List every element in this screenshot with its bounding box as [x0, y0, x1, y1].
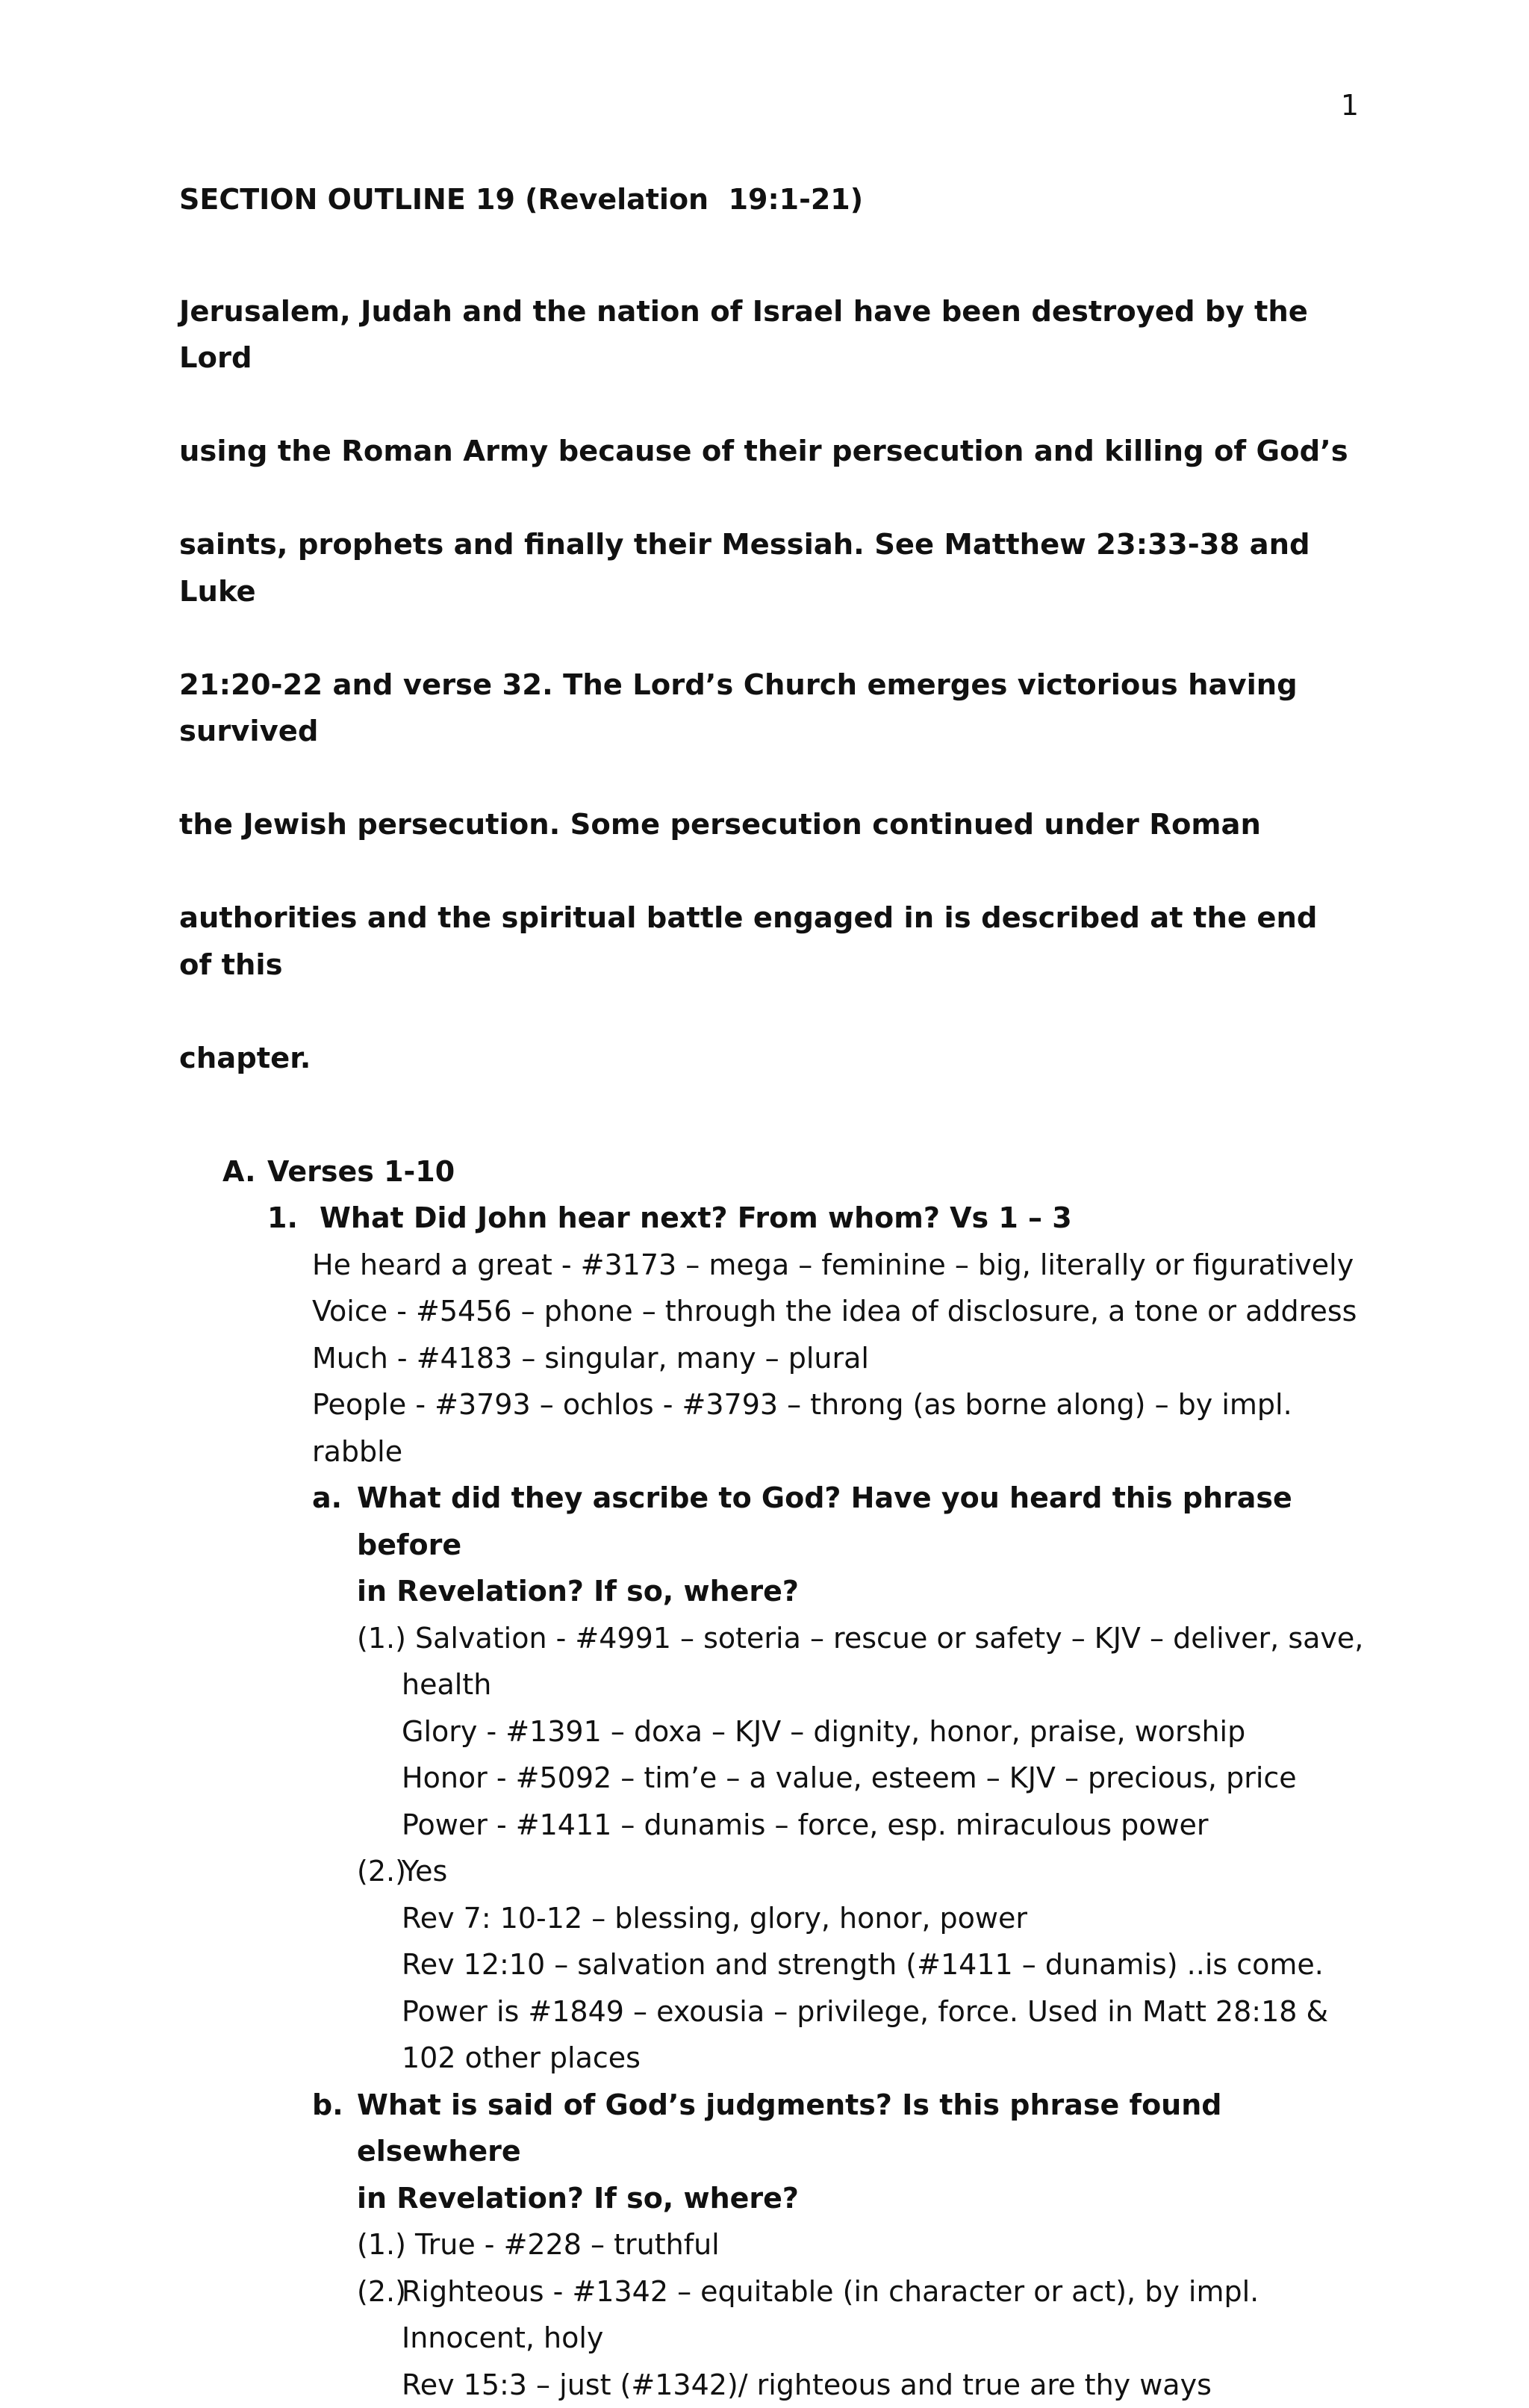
outline-marker: b.: [312, 2082, 357, 2222]
outline-question: [357, 1475, 1359, 1615]
answer-point: [357, 1848, 1359, 1895]
outline-marker: 1.: [267, 1195, 320, 1242]
intro-line: Jerusalem, Judah and the nation of Israel have been destroyed by the Lord: [179, 289, 1359, 382]
outline-question: [357, 2082, 1359, 2222]
intro-line: saints, prophets and finally their Messiah. See Matthew 23:33-38 and Luke: [179, 522, 1359, 615]
answer-line: Honor - #5092 – tim’e – a value, esteem – KJV – precious, price: [402, 1755, 1359, 1802]
answer-block-a: [357, 1615, 1359, 2082]
answer-line: 102 other places: [402, 2035, 1359, 2082]
outline-marker: a.: [312, 1475, 357, 1615]
point-text: Yes: [402, 1848, 1359, 1895]
question-line: What did they ascribe to God? Have you heard this phrase before: [357, 1475, 1359, 1568]
answer-line: health: [402, 1661, 1359, 1708]
answer-line: Glory - #1391 – doxa – KJV – dignity, honor, praise, worship: [402, 1708, 1359, 1755]
answer-line: Rev 15:3 – just (#1342)/ righteous and true are thy ways: [402, 2362, 1359, 2408]
answer-continuation: [402, 1661, 1359, 1848]
outline-subitem-b: [312, 2082, 1359, 2222]
intro-line: chapter.: [179, 1036, 1359, 1083]
answer-point: [357, 2221, 1359, 2268]
section-title: SECTION OUTLINE 19 (Revelation 19:1-21): [179, 176, 1359, 223]
answer-block-b: [357, 2221, 1359, 2408]
answer-continuation: [402, 1895, 1359, 2082]
answer-point: [357, 2268, 1359, 2315]
question-line: in Revelation? If so, where?: [357, 1568, 1359, 1615]
question-line: What is said of God’s judgments? Is this phrase found elsewhere: [357, 2082, 1359, 2175]
answer-line: Innocent, holy: [402, 2315, 1359, 2362]
outline-heading-text: Verses 1-10: [267, 1148, 1359, 1195]
point-text: Righteous - #1342 – equitable (in character or act), by impl.: [402, 2268, 1359, 2315]
word-study-line: Much - #4183 – singular, many – plural: [312, 1335, 1359, 1382]
intro-line: using the Roman Army because of their persecution and killing of God’s: [179, 429, 1359, 476]
question-line: in Revelation? If so, where?: [357, 2175, 1359, 2222]
word-study-line: People - #3793 – ochlos - #3793 – throng (as borne along) – by impl.: [312, 1381, 1359, 1428]
point-marker: (1.): [357, 1622, 406, 1655]
intro-line: 21:20-22 and verse 32. The Lord’s Church emerges victorious having survived: [179, 662, 1359, 756]
document-body: [179, 176, 1359, 2408]
word-study-line: rabble: [312, 1428, 1359, 1475]
intro-line: the Jewish persecution. Some persecution continued under Roman: [179, 802, 1359, 849]
outline-marker: A.: [222, 1148, 267, 1195]
point-marker: (2.): [357, 2268, 402, 2315]
answer-line: Power is #1849 – exousia – privilege, force. Used in Matt 28:18 &: [402, 1988, 1359, 2035]
point-text: True - #228 – truthful: [415, 2228, 720, 2261]
answer-line: Power - #1411 – dunamis – force, esp. miraculous power: [402, 1802, 1359, 1849]
intro-paragraph: [179, 242, 1359, 1129]
outline-item-1: [267, 1195, 1359, 1242]
point-marker: (1.): [357, 2228, 406, 2261]
word-study-line: He heard a great - #3173 – mega – feminine – big, literally or figuratively: [312, 1242, 1359, 1289]
point-marker: (2.): [357, 1848, 402, 1895]
answer-point: [357, 1615, 1359, 1662]
answer-line: Rev 12:10 – salvation and strength (#1411 – dunamis) ..is come.: [402, 1941, 1359, 1988]
point-text: Salvation - #4991 – soteria – rescue or safety – KJV – deliver, save,: [415, 1622, 1363, 1655]
answer-continuation: [402, 2315, 1359, 2408]
page-number: 1: [1314, 91, 1359, 119]
answer-line: Rev 7: 10-12 – blessing, glory, honor, power: [402, 1895, 1359, 1942]
word-study-line: Voice - #5456 – phone – through the idea of disclosure, a tone or address: [312, 1288, 1359, 1335]
outline-subitem-a: [312, 1475, 1359, 1615]
outline-question: What Did John hear next? From whom? Vs 1 – 3: [320, 1195, 1359, 1242]
word-study-block: [312, 1242, 1359, 1475]
outline-heading-a: [222, 1148, 1359, 1195]
intro-line: authorities and the spiritual battle engaged in is described at the end of this: [179, 895, 1359, 989]
